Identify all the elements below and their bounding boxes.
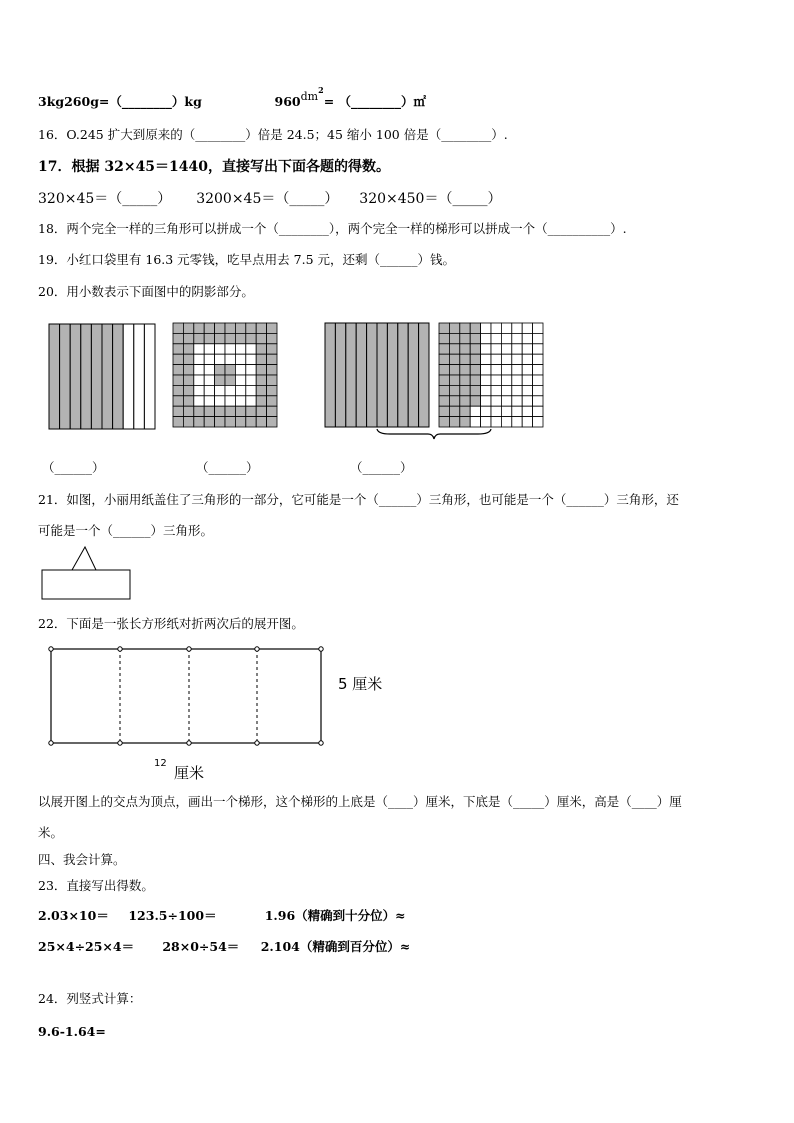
grid-cell <box>439 396 449 406</box>
grid-cell <box>204 323 214 333</box>
grid-cell <box>246 344 256 354</box>
grid-cell <box>173 375 183 385</box>
grid-cell <box>522 354 532 364</box>
grid-cell <box>256 375 266 385</box>
strip <box>325 323 335 427</box>
grid-cell <box>512 365 522 375</box>
grid-cell <box>267 365 277 375</box>
grid-cell <box>460 396 470 406</box>
q15-tail-line <box>38 84 427 110</box>
q22-title: 22．下面是一张长方形纸对折两次后的展开图。 <box>38 616 304 631</box>
grid-cell <box>512 417 522 427</box>
grid-cell <box>267 417 277 427</box>
grid-cell <box>235 344 245 354</box>
grid-cell <box>481 406 491 416</box>
grid-cell <box>501 385 511 395</box>
grid-cell <box>267 406 277 416</box>
q20-figure-3-strips <box>324 322 430 428</box>
grid-cell <box>439 323 449 333</box>
q21-line-2: 可能是一个（______）三角形。 <box>38 523 214 538</box>
grid-cell <box>256 406 266 416</box>
q24-expression: 9.6-1.64= <box>38 1024 106 1039</box>
grid-cell <box>173 333 183 343</box>
q23-row-1 <box>38 906 406 924</box>
grid-cell <box>512 354 522 364</box>
grid-cell <box>235 354 245 364</box>
q17-title: 17．根据 32×45＝1440，直接写出下面各题的得数。 <box>38 159 391 175</box>
grid-cell <box>501 406 511 416</box>
grid-cell <box>246 323 256 333</box>
grid-cell <box>481 375 491 385</box>
grid-cell <box>460 344 470 354</box>
grid-cell <box>215 385 225 395</box>
q17-item-2: 3200×45＝（_____） <box>196 191 339 207</box>
section-4-heading: 四、我会计算。 <box>38 852 126 867</box>
q23-r2-item-3: 2.104（精确到百分位）≈ <box>260 939 411 954</box>
grid-cell <box>522 396 532 406</box>
q16: 16．O.245 扩大到原来的（________）倍是 24.5；45 缩小 100 倍是（________）. <box>38 127 508 142</box>
grid-cell <box>439 344 449 354</box>
q15-area-answer: = （________）㎡ <box>323 94 427 109</box>
grid-cell <box>522 365 532 375</box>
grid-cell <box>439 417 449 427</box>
q21-line-1: 21．如图，小丽用纸盖住了三角形的一部分，它可能是一个（______）三角形，也可能是一个（______）三角形，还 <box>38 492 679 507</box>
q18: 18．两个完全一样的三角形可以拼成一个（________），两个完全一样的梯形可以拼成一个（__________）. <box>38 221 627 236</box>
grid-cell <box>439 375 449 385</box>
grid-cell <box>533 406 543 416</box>
grid-cell <box>439 333 449 343</box>
grid-cell <box>449 385 459 395</box>
grid-cell <box>204 385 214 395</box>
grid-cell <box>267 333 277 343</box>
grid-cell <box>204 396 214 406</box>
grid-cell <box>491 396 501 406</box>
grid-cell <box>256 333 266 343</box>
grid-cell <box>449 375 459 385</box>
grid-cell <box>481 396 491 406</box>
grid-cell <box>491 406 501 416</box>
grid-cell <box>512 406 522 416</box>
grid-cell <box>256 385 266 395</box>
grid-cell <box>246 396 256 406</box>
q23-r2-item-2: 28×0÷54＝ <box>162 939 240 954</box>
grid-cell <box>215 396 225 406</box>
grid-cell <box>449 365 459 375</box>
strip <box>398 323 408 427</box>
strip <box>102 324 113 429</box>
q17-item-3: 320×450＝（_____） <box>359 191 502 207</box>
grid-cell <box>491 323 501 333</box>
strip <box>367 323 377 427</box>
strip <box>91 324 102 429</box>
grid-cell <box>501 417 511 427</box>
grid-cell <box>449 344 459 354</box>
grid-cell <box>533 333 543 343</box>
grid-cell <box>194 333 204 343</box>
grid-cell <box>256 417 266 427</box>
grid-cell <box>491 354 501 364</box>
grid-cell <box>460 417 470 427</box>
grid-cell <box>533 385 543 395</box>
strip <box>346 323 356 427</box>
grid-cell <box>173 344 183 354</box>
grid-cell <box>215 333 225 343</box>
grid-cell <box>449 323 459 333</box>
grid-cell <box>204 417 214 427</box>
grid-cell <box>256 365 266 375</box>
grid-cell <box>194 365 204 375</box>
grid-cell <box>183 333 193 343</box>
grid-cell <box>235 323 245 333</box>
grid-cell <box>491 417 501 427</box>
grid-cell <box>194 385 204 395</box>
q23-row-2 <box>38 937 410 955</box>
strip <box>356 323 366 427</box>
grid-cell <box>491 365 501 375</box>
grid-cell <box>470 323 480 333</box>
grid-cell <box>439 406 449 416</box>
grid-cell <box>194 406 204 416</box>
q20-figure-3-brace <box>376 428 492 440</box>
grid-cell <box>512 323 522 333</box>
grid-cell <box>246 365 256 375</box>
grid-cell <box>460 323 470 333</box>
grid-cell <box>267 396 277 406</box>
grid-cell <box>183 365 193 375</box>
grid-cell <box>183 406 193 416</box>
q17-item-1: 320×45＝（_____） <box>38 191 172 207</box>
q23-r1-item-2: 123.5÷100＝ <box>128 908 217 923</box>
grid-cell <box>215 406 225 416</box>
grid-cell <box>501 375 511 385</box>
grid-cell <box>194 417 204 427</box>
grid-cell <box>501 396 511 406</box>
grid-cell <box>204 375 214 385</box>
grid-cell <box>512 385 522 395</box>
q23-r1-item-1: 2.03×10＝ <box>38 908 109 923</box>
grid-cell <box>512 333 522 343</box>
grid-cell <box>204 344 214 354</box>
grid-cell <box>215 365 225 375</box>
grid-cell <box>267 323 277 333</box>
grid-cell <box>460 333 470 343</box>
grid-cell <box>256 396 266 406</box>
grid-cell <box>225 417 235 427</box>
grid-cell <box>522 406 532 416</box>
q20-figure-1-strips <box>48 323 156 430</box>
grid-cell <box>522 333 532 343</box>
grid-cell <box>481 385 491 395</box>
q19: 19．小红口袋里有 16.3 元零钱，吃早点用去 7.5 元，还剩（______）钱。 <box>38 252 456 267</box>
q15-area-unit-exponent: 2 <box>318 84 324 95</box>
grid-cell <box>204 333 214 343</box>
grid-cell <box>256 323 266 333</box>
q20-blank-1: （______） <box>42 460 105 475</box>
q23-r1-item-3: 1.96（精确到十分位）≈ <box>264 908 406 923</box>
grid-cell <box>267 344 277 354</box>
grid-cell <box>246 375 256 385</box>
grid-cell <box>470 385 480 395</box>
grid-cell <box>204 406 214 416</box>
grid-cell <box>533 417 543 427</box>
strip <box>387 323 397 427</box>
grid-cell <box>470 406 480 416</box>
q15-area-unit: dm <box>300 90 319 103</box>
grid-cell <box>183 344 193 354</box>
grid-cell <box>194 375 204 385</box>
grid-cell <box>215 323 225 333</box>
grid-cell <box>460 354 470 364</box>
strip <box>335 323 345 427</box>
grid-cell <box>267 385 277 395</box>
grid-cell <box>225 396 235 406</box>
grid-cell <box>533 323 543 333</box>
q20-blank-2: （______） <box>196 460 259 475</box>
grid-cell <box>501 333 511 343</box>
grid-cell <box>522 323 532 333</box>
grid-cell <box>501 354 511 364</box>
grid-cell <box>449 333 459 343</box>
strip <box>134 324 145 429</box>
grid-cell <box>194 354 204 364</box>
grid-cell <box>449 417 459 427</box>
grid-cell <box>449 396 459 406</box>
q23-r2-item-1: 25×4÷25×4＝ <box>38 939 135 954</box>
grid-cell <box>183 375 193 385</box>
grid-cell <box>173 385 183 395</box>
q20-title: 20．用小数表示下面图中的阴影部分。 <box>38 284 254 299</box>
grid-cell <box>501 323 511 333</box>
grid-cell <box>183 323 193 333</box>
grid-cell <box>501 365 511 375</box>
grid-cell <box>225 354 235 364</box>
strip <box>49 324 60 429</box>
grid-cell <box>512 375 522 385</box>
grid-cell <box>225 344 235 354</box>
grid-cell <box>522 385 532 395</box>
grid-cell <box>173 323 183 333</box>
strip <box>144 324 155 429</box>
q15-mass-conversion: 3kg260g=（________）kg <box>38 94 202 109</box>
grid-cell <box>533 375 543 385</box>
grid-cell <box>470 344 480 354</box>
grid-cell <box>183 417 193 427</box>
grid-cell <box>183 385 193 395</box>
q20-blank-3: （______） <box>350 460 413 475</box>
q22-height-label: 5 厘米 <box>338 675 383 693</box>
grid-cell <box>235 406 245 416</box>
grid-cell <box>439 385 449 395</box>
grid-cell <box>533 365 543 375</box>
q20-figure-3-grid <box>438 322 544 428</box>
grid-cell <box>235 396 245 406</box>
grid-cell <box>460 365 470 375</box>
q23-title: 23．直接写出得数。 <box>38 878 154 893</box>
strip <box>408 323 418 427</box>
grid-cell <box>235 375 245 385</box>
grid-cell <box>481 333 491 343</box>
q22-question-line-1: 以展开图上的交点为顶点，画出一个梯形，这个梯形的上底是（____）厘米，下底是（_____）厘米，高是（____）厘 <box>38 794 682 809</box>
grid-cell <box>246 354 256 364</box>
grid-cell <box>235 417 245 427</box>
grid-cell <box>215 354 225 364</box>
grid-cell <box>470 396 480 406</box>
grid-cell <box>173 365 183 375</box>
grid-cell <box>235 365 245 375</box>
grid-cell <box>173 406 183 416</box>
strip <box>377 323 387 427</box>
grid-cell <box>183 396 193 406</box>
grid-cell <box>235 333 245 343</box>
grid-cell <box>173 396 183 406</box>
strip <box>123 324 134 429</box>
grid-cell <box>512 344 522 354</box>
grid-cell <box>246 417 256 427</box>
grid-cell <box>256 344 266 354</box>
grid-cell <box>215 375 225 385</box>
grid-cell <box>481 344 491 354</box>
grid-cell <box>173 417 183 427</box>
grid-cell <box>225 385 235 395</box>
strip <box>60 324 71 429</box>
strip <box>81 324 92 429</box>
grid-cell <box>183 354 193 364</box>
grid-cell <box>522 344 532 354</box>
grid-cell <box>225 333 235 343</box>
grid-cell <box>470 375 480 385</box>
q22-width-number: 12 <box>154 758 167 769</box>
grid-cell <box>491 344 501 354</box>
grid-cell <box>449 406 459 416</box>
grid-cell <box>194 396 204 406</box>
strip <box>419 323 429 427</box>
strip <box>113 324 124 429</box>
grid-cell <box>235 385 245 395</box>
grid-cell <box>470 354 480 364</box>
strip <box>70 324 81 429</box>
q22-unfolded-rectangle <box>48 645 328 747</box>
grid-cell <box>225 323 235 333</box>
grid-cell <box>460 385 470 395</box>
grid-cell <box>246 333 256 343</box>
grid-cell <box>194 323 204 333</box>
grid-cell <box>470 365 480 375</box>
grid-cell <box>522 375 532 385</box>
grid-cell <box>533 396 543 406</box>
q17-items <box>38 188 501 208</box>
grid-cell <box>481 417 491 427</box>
grid-cell <box>481 323 491 333</box>
q21-covered-triangle-figure <box>40 545 132 601</box>
grid-cell <box>491 385 501 395</box>
grid-cell <box>533 354 543 364</box>
grid-cell <box>194 344 204 354</box>
grid-cell <box>491 375 501 385</box>
grid-cell <box>267 354 277 364</box>
q22-question-line-2: 米。 <box>38 825 64 840</box>
grid-cell <box>215 417 225 427</box>
grid-cell <box>481 354 491 364</box>
grid-cell <box>501 344 511 354</box>
grid-cell <box>267 375 277 385</box>
grid-cell <box>522 417 532 427</box>
q22-width-unit: 厘米 <box>174 764 205 782</box>
grid-cell <box>449 354 459 364</box>
grid-cell <box>460 375 470 385</box>
q20-figure-2-grid <box>172 322 278 428</box>
grid-cell <box>439 365 449 375</box>
grid-cell <box>256 354 266 364</box>
grid-cell <box>215 344 225 354</box>
grid-cell <box>491 333 501 343</box>
grid-cell <box>204 354 214 364</box>
grid-cell <box>439 354 449 364</box>
grid-cell <box>533 344 543 354</box>
grid-cell <box>225 375 235 385</box>
grid-cell <box>481 365 491 375</box>
grid-cell <box>246 385 256 395</box>
grid-cell <box>173 354 183 364</box>
q24-title: 24．列竖式计算： <box>38 991 142 1006</box>
grid-cell <box>460 406 470 416</box>
grid-cell <box>470 417 480 427</box>
grid-cell <box>225 406 235 416</box>
grid-cell <box>204 365 214 375</box>
grid-cell <box>246 406 256 416</box>
grid-cell <box>225 365 235 375</box>
grid-cell <box>470 333 480 343</box>
q15-area-number: 960 <box>274 94 301 109</box>
grid-cell <box>512 396 522 406</box>
